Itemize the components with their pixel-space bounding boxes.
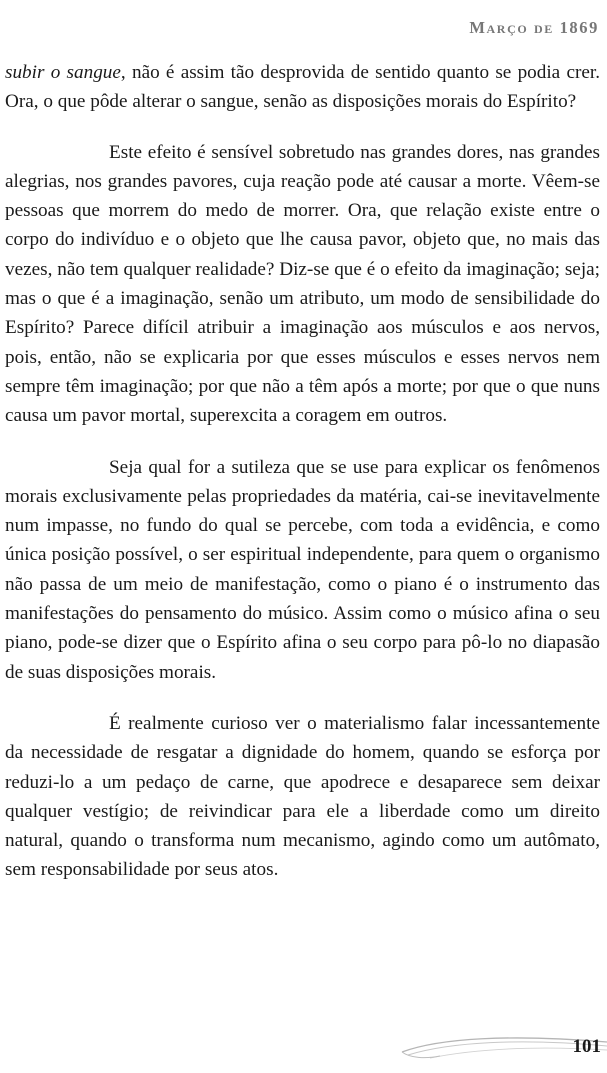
paragraph-4: É realmente curioso ver o materialismo falar incessantemente da necessidade de resgatar a dignidade do homem, quando se esforça por reduzi-lo a um pedaço de carne, que apodrece e desaparece sem deixar qualquer vestígio; de reivindicar para ele a liberdade como um direito natural, quando o transforma num mecanismo, agindo como um autômato, sem responsabilidade por seus atos. [5, 712, 600, 881]
body-text [5, 58, 600, 907]
paragraph-1-text: , não é assim tão desprovida de sentido quanto se podia crer. Ora, o que pôde alterar o sangue, senão as disposições morais do Espírito? [5, 62, 600, 113]
paragraph-1 [5, 58, 600, 117]
italic-phrase: subir o sangue [5, 62, 121, 83]
paragraph-3: Seja qual for a sutileza que se use para explicar os fenômenos morais exclusivamente pelas propriedades da matéria, cai-se inevitavelmente num impasse, no fundo do qual se percebe, com toda a evidência, e como única posição possível, o ser espiritual independente, para quem o organismo não passa de um meio de manifestação, como o piano é o instrumento das manifestações do pensamento do músico. Assim como o músico afina o seu piano, pode-se dizer que o Espírito afina o seu corpo para pô-lo no diapasão de suas disposições morais. [5, 456, 600, 683]
page-number: 101 [572, 1036, 601, 1057]
paragraph-2: Este efeito é sensível sobretudo nas grandes dores, nas grandes alegrias, nos grandes pavores, cuja reação pode até causar a morte. Vêem-se pessoas que morrem do medo de morrer. Ora, que relação existe entre o corpo do indivíduo e o objeto que lhe causa pavor, objeto que, no mais das vezes, não tem qualquer realidade? Diz-se que é o efeito da imaginação; seja; mas o que é a imaginação, senão um atributo, um modo de sensibilidade do Espírito? Parece difícil atribuir a imaginação aos músculos e aos nervos, pois, então, não se explicaria por que esses músculos e esses nervos nem sempre têm imaginação; por que não a têm após a morte; por que o que nuns causa um pavor mortal, superexcita a coragem em outros. [5, 141, 600, 427]
running-head-title: Março de 1869 [469, 18, 599, 37]
